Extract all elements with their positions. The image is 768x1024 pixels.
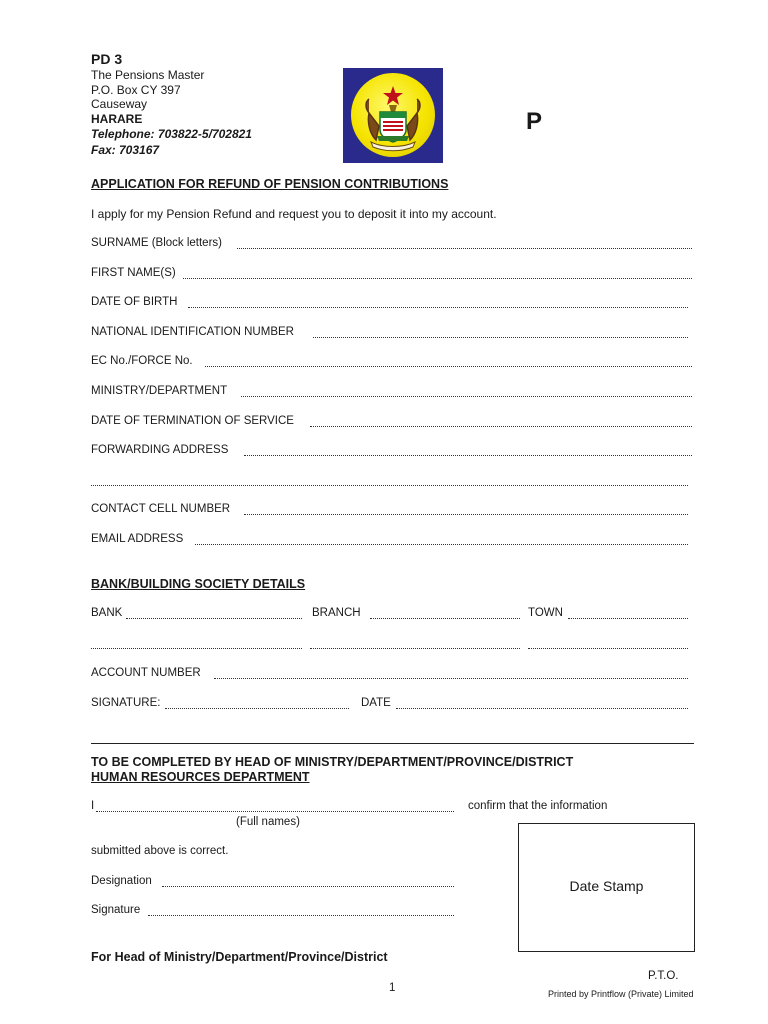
form-title: APPLICATION FOR REFUND OF PENSION CONTRIBUTIONS <box>91 177 449 191</box>
account-field[interactable] <box>214 678 688 679</box>
email-label: EMAIL ADDRESS <box>91 533 184 545</box>
termination-field[interactable] <box>310 426 692 427</box>
town-label: TOWN <box>528 607 563 619</box>
surname-label: SURNAME (Block letters) <box>91 237 222 249</box>
signature-field[interactable] <box>165 708 349 709</box>
branch-label: BRANCH <box>312 607 361 619</box>
account-label: ACCOUNT NUMBER <box>91 667 201 679</box>
hr-signature-field[interactable] <box>148 915 454 916</box>
page-number: 1 <box>389 982 396 994</box>
ministry-field[interactable] <box>241 396 692 397</box>
cell-field[interactable] <box>244 514 688 515</box>
dob-field[interactable] <box>188 307 688 308</box>
national-id-label: NATIONAL IDENTIFICATION NUMBER <box>91 326 294 338</box>
corner-letter: P <box>526 108 543 135</box>
designation-field[interactable] <box>162 886 454 887</box>
ministry-label: MINISTRY/DEPARTMENT <box>91 385 228 397</box>
bank-field[interactable] <box>126 618 302 619</box>
town-field[interactable] <box>568 618 688 619</box>
section-divider <box>91 743 694 744</box>
address-city: HARARE <box>91 112 143 126</box>
signature-label: SIGNATURE: <box>91 697 161 709</box>
dob-label: DATE OF BIRTH <box>91 296 178 308</box>
cell-label: CONTACT CELL NUMBER <box>91 503 231 515</box>
town-field-line-2[interactable] <box>528 648 688 649</box>
telephone: Telephone: 703822-5/702821 <box>91 127 252 141</box>
form-code: PD 3 <box>91 51 123 67</box>
national-id-field[interactable] <box>313 337 688 338</box>
forwarding-field-line-2[interactable] <box>91 485 688 486</box>
bank-field-line-2[interactable] <box>91 648 302 649</box>
first-names-label: FIRST NAME(S) <box>91 267 176 279</box>
ec-no-field[interactable] <box>205 366 692 367</box>
bank-heading: BANK/BUILDING SOCIETY DETAILS <box>91 577 306 591</box>
ec-no-label: EC No./FORCE No. <box>91 355 193 367</box>
pto-text: P.T.O. <box>648 970 679 982</box>
first-names-field[interactable] <box>183 278 692 279</box>
for-head-text: For Head of Ministry/Department/Province/District <box>91 950 388 964</box>
hr-heading-line2: HUMAN RESOURCES DEPARTMENT <box>91 770 310 784</box>
date-stamp-label: Date Stamp <box>569 878 644 894</box>
full-names-caption: (Full names) <box>236 816 300 828</box>
fax: Fax: 703167 <box>91 143 160 157</box>
branch-field-line-2[interactable] <box>310 648 520 649</box>
email-field[interactable] <box>195 544 688 545</box>
date-label: DATE <box>361 697 391 709</box>
confirm-text: confirm that the information <box>468 800 608 812</box>
forwarding-field[interactable] <box>244 455 692 456</box>
forwarding-label: FORWARDING ADDRESS <box>91 444 229 456</box>
full-names-field[interactable] <box>96 811 454 812</box>
i-label: I <box>91 800 95 812</box>
hr-signature-label: Signature <box>91 904 141 916</box>
termination-label: DATE OF TERMINATION OF SERVICE <box>91 415 294 427</box>
hr-heading-line1: TO BE COMPLETED BY HEAD OF MINISTRY/DEPARTMENT/PROVINCE/DISTRICT <box>91 755 574 769</box>
address-line-2: P.O. Box CY 397 <box>91 83 181 97</box>
bank-label: BANK <box>91 607 123 619</box>
intro-text: I apply for my Pension Refund and request you to deposit it into my account. <box>91 207 497 221</box>
designation-label: Designation <box>91 875 152 887</box>
address-line-3: Causeway <box>91 97 148 111</box>
surname-field[interactable] <box>237 248 692 249</box>
date-stamp-box <box>518 823 695 952</box>
branch-field[interactable] <box>370 618 520 619</box>
coat-of-arms-icon <box>343 68 443 163</box>
submitted-text: submitted above is correct. <box>91 845 229 857</box>
address-line-1: The Pensions Master <box>91 68 205 82</box>
printer-credit: Printed by Printflow (Private) Limited <box>548 989 694 999</box>
date-field[interactable] <box>396 708 688 709</box>
